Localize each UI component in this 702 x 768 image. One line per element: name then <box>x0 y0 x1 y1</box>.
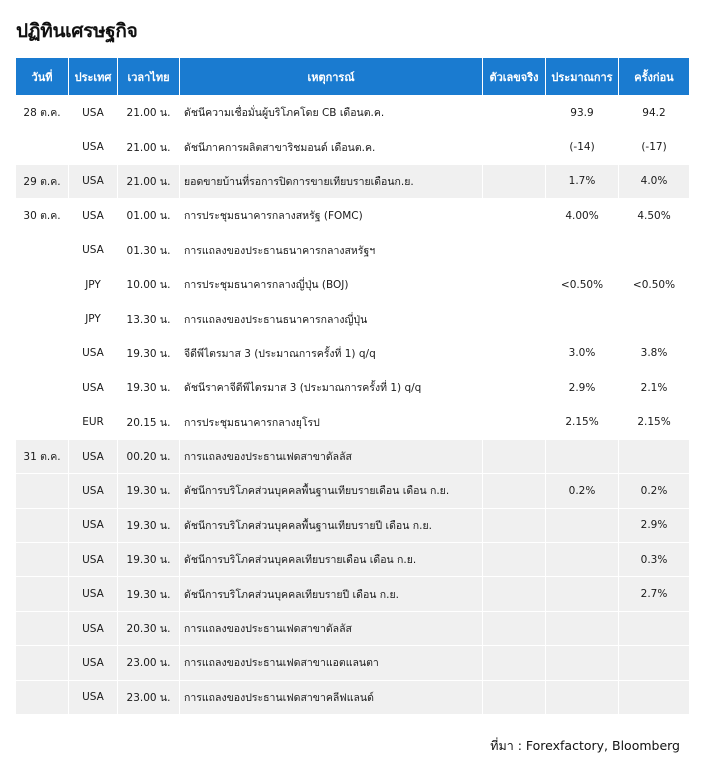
cell-time: 10.00 น. <box>118 268 180 302</box>
cell-country: USA <box>69 543 118 577</box>
cell-country: USA <box>69 96 118 130</box>
cell-previous: (-17) <box>619 130 689 164</box>
table-row <box>16 406 689 440</box>
cell-actual <box>483 302 546 336</box>
cell-previous: 2.1% <box>619 371 689 405</box>
cell-country: USA <box>69 130 118 164</box>
cell-time: 20.15 น. <box>118 406 180 440</box>
table-row <box>16 577 689 611</box>
cell-previous: 3.8% <box>619 337 689 371</box>
cell-previous: 4.0% <box>619 165 689 199</box>
cell-date <box>16 234 69 268</box>
cell-country: USA <box>69 681 118 715</box>
cell-actual <box>483 96 546 130</box>
cell-time: 21.00 น. <box>118 165 180 199</box>
cell-actual <box>483 234 546 268</box>
cell-date <box>16 509 69 543</box>
cell-event: ดัชนีการบริโภคส่วนบุคคลพื้นฐานเทียบรายปี เดือน ก.ย. <box>180 509 483 543</box>
table-row <box>16 681 689 715</box>
cell-forecast <box>546 302 619 336</box>
cell-previous: 2.15% <box>619 406 689 440</box>
cell-date <box>16 681 69 715</box>
header-actual: ตัวเลขจริง <box>483 58 546 96</box>
cell-country: USA <box>69 612 118 646</box>
cell-country: USA <box>69 337 118 371</box>
cell-date <box>16 474 69 508</box>
cell-event: การประชุมธนาคารกลางญี่ปุ่น (BOJ) <box>180 268 483 302</box>
cell-forecast <box>546 681 619 715</box>
cell-previous <box>619 681 689 715</box>
cell-time: 19.30 น. <box>118 543 180 577</box>
cell-date <box>16 371 69 405</box>
cell-time: 00.20 น. <box>118 440 180 474</box>
cell-date: 28 ต.ค. <box>16 96 69 130</box>
cell-forecast: 3.0% <box>546 337 619 371</box>
cell-event: การประชุมธนาคารกลางยุโรป <box>180 406 483 440</box>
cell-event: ดัชนีการบริโภคส่วนบุคคลเทียบรายปี เดือน ก.ย. <box>180 577 483 611</box>
cell-actual <box>483 130 546 164</box>
cell-country: USA <box>69 474 118 508</box>
table-row <box>16 371 689 405</box>
cell-previous <box>619 234 689 268</box>
cell-event: จีดีพีไตรมาส 3 (ประมาณการครั้งที่ 1) q/q <box>180 337 483 371</box>
cell-actual <box>483 543 546 577</box>
cell-country: USA <box>69 371 118 405</box>
cell-country: JPY <box>69 268 118 302</box>
cell-actual <box>483 268 546 302</box>
cell-previous: 0.3% <box>619 543 689 577</box>
cell-time: 23.00 น. <box>118 681 180 715</box>
cell-country: USA <box>69 165 118 199</box>
cell-previous: <0.50% <box>619 268 689 302</box>
table-row <box>16 509 689 543</box>
cell-time: 19.30 น. <box>118 509 180 543</box>
cell-time: 13.30 น. <box>118 302 180 336</box>
cell-country: USA <box>69 577 118 611</box>
cell-actual <box>483 612 546 646</box>
cell-actual <box>483 509 546 543</box>
cell-country: USA <box>69 646 118 680</box>
cell-date <box>16 268 69 302</box>
page-title: ปฏิทินเศรษฐกิจ <box>16 20 138 42</box>
cell-date <box>16 577 69 611</box>
cell-time: 21.00 น. <box>118 96 180 130</box>
header-previous: ครั้งก่อน <box>619 58 689 96</box>
cell-event: การแถลงของประธานเฟดสาขาดัลลัส <box>180 612 483 646</box>
header-country: ประเทศ <box>69 58 118 96</box>
cell-time: 19.30 น. <box>118 577 180 611</box>
cell-forecast <box>546 543 619 577</box>
cell-forecast: 0.2% <box>546 474 619 508</box>
table-row <box>16 612 689 646</box>
cell-forecast <box>546 440 619 474</box>
cell-event: การแถลงของประธานเฟดสาขาดัลลัส <box>180 440 483 474</box>
header-forecast: ประมาณการ <box>546 58 619 96</box>
cell-time: 20.30 น. <box>118 612 180 646</box>
cell-date <box>16 302 69 336</box>
cell-forecast: 93.9 <box>546 96 619 130</box>
cell-event: ดัชนีราคาจีดีพีไตรมาส 3 (ประมาณการครั้งที่ 1) q/q <box>180 371 483 405</box>
cell-forecast <box>546 612 619 646</box>
cell-event: ดัชนีภาคการผลิตสาขาริชมอนด์ เดือนต.ค. <box>180 130 483 164</box>
cell-previous: 4.50% <box>619 199 689 233</box>
cell-forecast: 2.15% <box>546 406 619 440</box>
cell-event: ดัชนีการบริโภคส่วนบุคคลเทียบรายเดือน เดือน ก.ย. <box>180 543 483 577</box>
cell-previous <box>619 612 689 646</box>
table-row <box>16 440 689 474</box>
cell-event: ดัชนีความเชื่อมั่นผู้บริโภคโดย CB เดือนต.ค. <box>180 96 483 130</box>
table-row <box>16 646 689 680</box>
cell-country: EUR <box>69 406 118 440</box>
cell-time: 01.00 น. <box>118 199 180 233</box>
cell-forecast <box>546 577 619 611</box>
cell-time: 19.30 น. <box>118 371 180 405</box>
cell-actual <box>483 337 546 371</box>
cell-event: การแถลงของประธานเฟดสาขาคลีฟแลนด์ <box>180 681 483 715</box>
cell-previous: 0.2% <box>619 474 689 508</box>
cell-forecast: 4.00% <box>546 199 619 233</box>
header-date: วันที่ <box>16 58 69 96</box>
table-row <box>16 96 689 130</box>
cell-forecast: (-14) <box>546 130 619 164</box>
cell-date <box>16 130 69 164</box>
cell-actual <box>483 371 546 405</box>
table-row <box>16 165 689 199</box>
cell-date <box>16 612 69 646</box>
cell-date <box>16 337 69 371</box>
cell-actual <box>483 474 546 508</box>
cell-forecast: 1.7% <box>546 165 619 199</box>
cell-event: การแถลงของประธานธนาคารกลางญี่ปุ่น <box>180 302 483 336</box>
cell-date: 30 ต.ค. <box>16 199 69 233</box>
table-row <box>16 130 689 164</box>
cell-actual <box>483 199 546 233</box>
cell-actual <box>483 646 546 680</box>
cell-previous <box>619 440 689 474</box>
cell-time: 19.30 น. <box>118 337 180 371</box>
source-note: ที่มา : Forexfactory, Bloomberg <box>490 738 680 753</box>
cell-date: 29 ต.ค. <box>16 165 69 199</box>
header-time: เวลาไทย <box>118 58 180 96</box>
cell-actual <box>483 406 546 440</box>
table-row <box>16 543 689 577</box>
table-row <box>16 234 689 268</box>
table-row <box>16 302 689 336</box>
cell-time: 01.30 น. <box>118 234 180 268</box>
cell-country: USA <box>69 509 118 543</box>
cell-time: 23.00 น. <box>118 646 180 680</box>
cell-time: 19.30 น. <box>118 474 180 508</box>
header-event: เหตุการณ์ <box>180 58 483 96</box>
cell-country: USA <box>69 234 118 268</box>
cell-date <box>16 543 69 577</box>
cell-event: ดัชนีการบริโภคส่วนบุคคลพื้นฐานเทียบรายเดือน เดือน ก.ย. <box>180 474 483 508</box>
cell-date: 31 ต.ค. <box>16 440 69 474</box>
cell-previous: 94.2 <box>619 96 689 130</box>
cell-event: การประชุมธนาคารกลางสหรัฐ (FOMC) <box>180 199 483 233</box>
table-header-row <box>16 58 689 96</box>
cell-actual <box>483 165 546 199</box>
cell-event: การแถลงของประธานธนาคารกลางสหรัฐฯ <box>180 234 483 268</box>
cell-forecast: <0.50% <box>546 268 619 302</box>
cell-country: USA <box>69 199 118 233</box>
table-row <box>16 199 689 233</box>
economic-calendar-table <box>16 58 689 715</box>
cell-previous: 2.7% <box>619 577 689 611</box>
cell-previous <box>619 302 689 336</box>
cell-forecast <box>546 646 619 680</box>
cell-date <box>16 646 69 680</box>
cell-previous: 2.9% <box>619 509 689 543</box>
cell-time: 21.00 น. <box>118 130 180 164</box>
cell-forecast: 2.9% <box>546 371 619 405</box>
cell-event: ยอดขายบ้านที่รอการปิดการขายเทียบรายเดือนก.ย. <box>180 165 483 199</box>
cell-country: USA <box>69 440 118 474</box>
cell-date <box>16 406 69 440</box>
cell-forecast <box>546 234 619 268</box>
table-row <box>16 268 689 302</box>
cell-actual <box>483 577 546 611</box>
cell-forecast <box>546 509 619 543</box>
cell-previous <box>619 646 689 680</box>
table-row <box>16 474 689 508</box>
table-row <box>16 337 689 371</box>
cell-country: JPY <box>69 302 118 336</box>
cell-actual <box>483 440 546 474</box>
cell-actual <box>483 681 546 715</box>
cell-event: การแถลงของประธานเฟดสาขาแอตแลนตา <box>180 646 483 680</box>
